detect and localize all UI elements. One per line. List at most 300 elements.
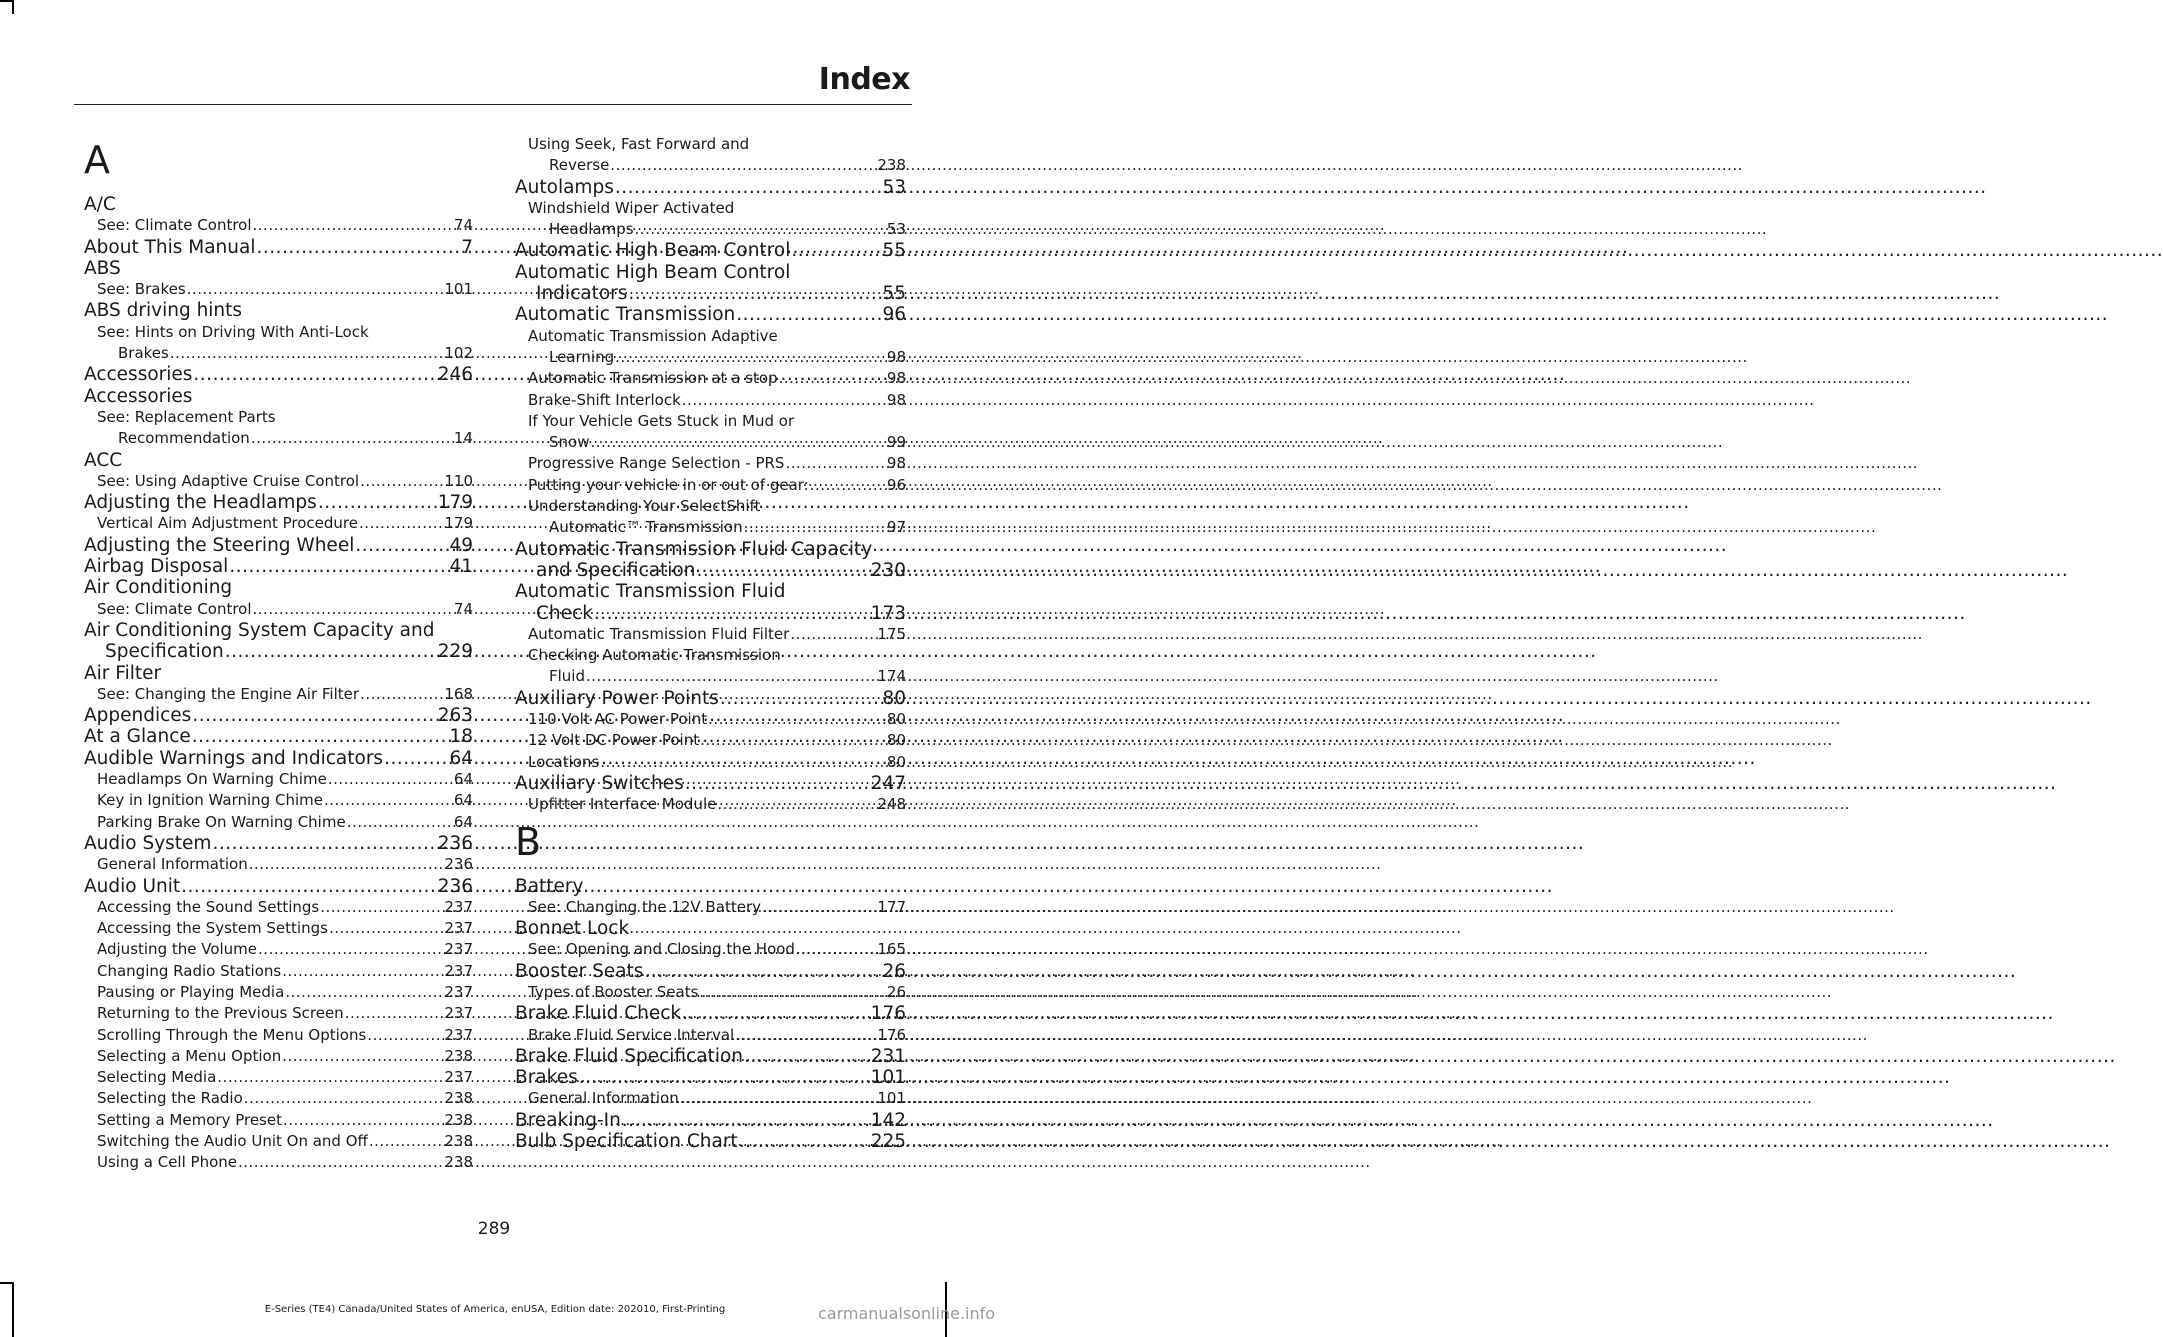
entry-label: Brake-Shift Interlock	[528, 390, 681, 409]
entry-page-number: 238	[444, 1110, 473, 1129]
entry-page-number: 41	[449, 556, 473, 578]
entry-label: Recommendation	[118, 429, 250, 448]
entry-page-number: 237	[444, 897, 473, 916]
index-subentry	[515, 624, 906, 645]
entry-page-number: 168	[444, 684, 473, 703]
dot-leader	[720, 688, 882, 709]
index-entry: Battery	[515, 875, 584, 897]
entry-label: Brakes	[515, 1067, 578, 1089]
entry-label: Pausing or Playing Media	[97, 982, 285, 1001]
dot-leader	[685, 773, 870, 794]
index-entry	[84, 705, 473, 726]
dot-leader	[600, 752, 886, 773]
index-column-left	[84, 134, 473, 1174]
dot-leader	[700, 730, 886, 751]
index-entry	[84, 492, 473, 513]
entry-page-number: 55	[882, 240, 906, 262]
index-entry: Automatic High Beam Control	[515, 261, 791, 283]
index-entry	[84, 748, 473, 769]
index-subentry	[84, 343, 473, 364]
index-subentry	[515, 939, 906, 960]
dot-leader	[251, 428, 453, 449]
entry-label: Brakes	[118, 344, 169, 363]
entry-page-number: 64	[449, 747, 473, 769]
index-subentry	[515, 390, 906, 411]
index-subentry	[515, 709, 906, 730]
dot-leader	[355, 535, 448, 556]
index-entry	[515, 688, 906, 709]
dot-leader	[785, 453, 885, 474]
entry-page-number: 237	[444, 1068, 473, 1087]
dot-leader	[170, 343, 444, 364]
index-subentry: Understanding Your SelectShift	[528, 497, 761, 516]
dot-leader	[586, 666, 876, 687]
dot-leader	[644, 961, 881, 982]
entry-page-number: 26	[882, 960, 906, 982]
entry-label: Types of Booster Seats	[528, 982, 699, 1001]
dot-leader	[682, 1003, 870, 1024]
entry-page-number: 53	[882, 176, 906, 198]
entry-label: Returning to the Previous Screen	[97, 1004, 344, 1023]
index-entry: Accessories	[84, 385, 193, 407]
entry-page-number: 175	[877, 624, 906, 643]
index-entry: Air Filter	[84, 662, 162, 684]
entry-page-number: 237	[444, 940, 473, 959]
entry-label: Putting your vehicle in or out of gear:	[528, 475, 809, 494]
entry-page-number: 49	[449, 534, 473, 556]
entry-page-number: 231	[870, 1045, 906, 1067]
index-subentry	[84, 1131, 473, 1152]
entry-page-number: 238	[444, 1132, 473, 1151]
entry-page-number: 18	[449, 726, 473, 748]
index-entry: ACC	[84, 449, 123, 471]
entry-label: Selecting Media	[97, 1068, 217, 1087]
entry-page-number: 102	[444, 344, 473, 363]
index-subentry	[84, 939, 473, 960]
index-subentry	[84, 1046, 473, 1067]
index-entry	[515, 304, 906, 325]
index-subentry	[84, 279, 473, 300]
index-subentry	[84, 513, 473, 534]
index-subentry	[84, 961, 473, 982]
dot-leader	[320, 897, 443, 918]
entry-label: Auxiliary Power Points	[515, 687, 719, 709]
dot-leader	[590, 432, 885, 453]
entry-label: Vertical Aim Adjustment Procedure	[97, 514, 358, 533]
entry-page-number: 237	[444, 1025, 473, 1044]
index-entry	[515, 560, 906, 581]
entry-label: Booster Seats	[515, 960, 644, 982]
index-entry	[84, 364, 473, 385]
dot-leader	[347, 812, 453, 833]
index-subentry	[84, 982, 473, 1003]
dot-leader	[735, 1025, 876, 1046]
entry-label: General Information	[528, 1089, 679, 1108]
index-column-right	[515, 134, 906, 1152]
dot-leader	[244, 1088, 444, 1109]
index-subentry: Checking Automatic Transmission	[528, 646, 781, 665]
index-entry: Air Conditioning	[84, 577, 233, 599]
entry-label: Automatic Transmission Fluid Filter	[528, 624, 790, 643]
index-subentry	[84, 812, 473, 833]
index-section-letter: A	[84, 138, 110, 182]
entry-label: Headlamps On Warning Chime	[97, 770, 327, 789]
entry-label: and Specification	[536, 559, 696, 581]
entry-label: 110 Volt AC Power Point	[528, 710, 708, 729]
index-entry	[515, 283, 906, 304]
dot-leader	[359, 513, 443, 534]
entry-page-number: 246	[437, 364, 473, 386]
entry-page-number: 236	[437, 832, 473, 854]
dot-leader	[762, 897, 876, 918]
entry-label: Auxiliary Switches	[515, 772, 684, 794]
entry-page-number: 80	[882, 687, 906, 709]
dot-leader	[796, 939, 876, 960]
index-subentry	[84, 215, 473, 236]
index-entry: Air Conditioning System Capacity and	[84, 619, 435, 641]
entry-page-number: 236	[437, 875, 473, 897]
dot-leader	[736, 304, 881, 325]
dot-leader	[181, 876, 437, 897]
entry-label: Bulb Specification Chart	[515, 1131, 738, 1153]
index-subentry: Automatic Transmission Adaptive	[528, 326, 778, 345]
dot-leader	[779, 368, 886, 389]
index-entry: Automatic Transmission Fluid	[515, 581, 786, 603]
index-subentry	[515, 1025, 906, 1046]
dot-leader	[318, 492, 437, 513]
page-title: Index	[818, 62, 910, 97]
dot-leader	[193, 364, 436, 385]
index-subentry	[84, 1025, 473, 1046]
footer-text: E-Series (TE4) Canada/United States of America, enUSA, Edition date: 202010, First-Printing	[264, 1304, 726, 1315]
entry-page-number: 238	[444, 1089, 473, 1108]
entry-label: Adjusting the Volume	[97, 940, 258, 959]
index-subentry	[515, 453, 906, 474]
index-entry	[84, 833, 473, 854]
index-subentry	[515, 794, 906, 815]
dot-leader	[622, 1110, 870, 1131]
entry-page-number: 96	[882, 304, 906, 326]
entry-label: Reverse	[549, 156, 610, 175]
page-number: 289	[477, 1219, 511, 1239]
entry-label: Breaking-In	[515, 1109, 621, 1131]
dot-leader	[253, 599, 453, 620]
entry-page-number: 7	[461, 236, 473, 258]
index-subentry	[515, 752, 906, 773]
dot-leader	[360, 684, 443, 705]
entry-label: Brake Fluid Specification	[515, 1045, 743, 1067]
entry-label: Locations	[528, 752, 600, 771]
index-subentry: Using Seek, Fast Forward and	[528, 135, 750, 153]
index-entry	[515, 1003, 906, 1024]
entry-page-number: 53	[886, 220, 906, 239]
entry-page-number: 98	[886, 347, 906, 366]
entry-label: Adjusting the Headlamps	[84, 492, 317, 514]
dot-leader	[610, 155, 876, 176]
entry-page-number: 236	[444, 855, 473, 874]
dot-leader	[680, 1088, 877, 1109]
entry-page-number: 176	[870, 1003, 906, 1025]
entry-label: At a Glance	[84, 726, 191, 748]
entry-label: Selecting the Radio	[97, 1089, 243, 1108]
dot-leader	[739, 1131, 870, 1152]
index-subentry	[84, 1152, 473, 1173]
entry-label: Audible Warnings and Indicators	[84, 747, 384, 769]
dot-leader	[744, 1046, 870, 1067]
dot-leader	[253, 215, 453, 236]
index-entry	[515, 773, 906, 794]
entry-label: Brake Fluid Service Interval	[528, 1025, 735, 1044]
entry-page-number: 174	[877, 667, 906, 686]
entry-page-number: 248	[877, 795, 906, 814]
index-entry	[84, 726, 473, 747]
dot-leader	[187, 279, 444, 300]
entry-page-number: 237	[444, 919, 473, 938]
entry-page-number: 97	[886, 518, 906, 537]
index-subentry	[515, 517, 906, 538]
index-entry	[515, 1110, 906, 1131]
dot-leader	[579, 1067, 870, 1088]
index-subentry	[515, 897, 906, 918]
entry-label: Brake Fluid Check	[515, 1003, 682, 1025]
entry-label: Learning	[549, 347, 615, 366]
entry-page-number: 101	[877, 1089, 906, 1108]
entry-label: See: Using Adaptive Cruise Control	[97, 471, 360, 490]
entry-page-number: 14	[453, 429, 473, 448]
entry-label: Audio System	[84, 832, 212, 854]
dot-leader	[328, 769, 453, 790]
entry-page-number: 247	[870, 772, 906, 794]
dot-leader	[217, 1067, 443, 1088]
index-entry: ABS	[84, 257, 121, 279]
index-entry: Bonnet Lock	[515, 918, 630, 940]
crop-mark	[0, 0, 12, 2]
dot-leader	[225, 641, 437, 662]
entry-label: Autolamps	[515, 176, 614, 198]
entry-label: Accessing the System Settings	[97, 919, 328, 938]
dot-leader	[360, 471, 443, 492]
entry-page-number: 99	[886, 433, 906, 452]
entry-label: Headlamps	[549, 220, 634, 239]
entry-page-number: 98	[886, 390, 906, 409]
entry-page-number: 179	[437, 492, 473, 514]
index-subentry	[515, 475, 906, 496]
dot-leader	[229, 556, 448, 577]
entry-page-number: 237	[444, 1004, 473, 1023]
dot-leader	[615, 347, 886, 368]
index-subentry	[515, 1088, 906, 1109]
index-entry	[84, 556, 473, 577]
entry-label: Changing Radio Stations	[97, 961, 282, 980]
entry-label: See: Climate Control	[97, 216, 252, 235]
index-entry	[515, 177, 906, 198]
entry-label: Check	[536, 602, 593, 624]
entry-page-number: 229	[437, 641, 473, 663]
entry-label: Automatic Transmission at a stop	[528, 369, 778, 388]
entry-label: Accessing the Sound Settings	[97, 897, 320, 916]
watermark: carmanualsonline.info	[818, 1304, 996, 1323]
dot-leader	[615, 177, 882, 198]
index-subentry	[515, 219, 906, 240]
index-entry: Automatic Transmission Fluid Capacity	[515, 538, 873, 560]
index-subentry: See: Replacement Parts	[97, 407, 276, 426]
entry-page-number: 101	[870, 1067, 906, 1089]
dot-leader	[257, 237, 461, 258]
entry-label: General Information	[97, 855, 248, 874]
dot-leader	[628, 283, 881, 304]
entry-label: Fluid	[549, 667, 585, 686]
entry-page-number: 98	[886, 454, 906, 473]
index-entry	[84, 535, 473, 556]
entry-label: Scrolling Through the Menu Options	[97, 1025, 367, 1044]
entry-page-number: 101	[444, 280, 473, 299]
index-subentry	[84, 918, 473, 939]
entry-label: Parking Brake On Warning Chime	[97, 812, 346, 831]
entry-label: Indicators	[536, 283, 628, 305]
dot-leader	[810, 475, 886, 496]
crop-mark	[12, 0, 14, 14]
entry-page-number: 237	[444, 961, 473, 980]
dot-leader	[283, 1110, 443, 1131]
index-subentry	[84, 1088, 473, 1109]
index-subentry	[84, 684, 473, 705]
entry-page-number: 238	[444, 1046, 473, 1065]
index-entry: A/C	[84, 194, 116, 215]
index-subentry	[515, 666, 906, 687]
dot-leader	[329, 918, 443, 939]
index-subentry	[515, 368, 906, 389]
index-entry	[515, 1046, 906, 1067]
index-subentry: See: Hints on Driving With Anti-Lock	[97, 322, 369, 341]
dot-leader	[282, 961, 443, 982]
entry-page-number: 80	[886, 731, 906, 750]
entry-label: Specification	[105, 641, 224, 663]
index-subentry	[84, 897, 473, 918]
index-subentry	[515, 432, 906, 453]
entry-page-number: 55	[882, 283, 906, 305]
entry-label: Appendices	[84, 705, 192, 727]
dot-leader	[791, 240, 881, 261]
dot-leader	[744, 517, 886, 538]
dot-leader	[708, 709, 886, 730]
entry-page-number: 80	[886, 752, 906, 771]
entry-label: Automatic™ Transmission	[549, 518, 743, 537]
index-entry: ABS driving hints	[84, 300, 243, 322]
dot-leader	[696, 560, 869, 581]
index-subentry	[84, 428, 473, 449]
index-entry	[84, 876, 473, 897]
index-subentry	[515, 730, 906, 751]
dot-leader	[324, 790, 453, 811]
entry-page-number: 80	[886, 710, 906, 729]
entry-page-number: 64	[453, 770, 473, 789]
entry-page-number: 237	[444, 982, 473, 1001]
entry-label: Switching the Audio Unit On and Off	[97, 1132, 368, 1151]
entry-label: Selecting a Menu Option	[97, 1046, 282, 1065]
entry-page-number: 96	[886, 475, 906, 494]
dot-leader	[682, 390, 886, 411]
index-entry	[515, 1131, 906, 1152]
index-subentry	[84, 1003, 473, 1024]
entry-label: Upfitter Interface Module	[528, 795, 717, 814]
dot-leader	[238, 1152, 443, 1173]
entry-page-number: 26	[886, 982, 906, 1001]
index-subentry	[84, 769, 473, 790]
dot-leader	[790, 624, 876, 645]
entry-page-number: 176	[877, 1025, 906, 1044]
entry-page-number: 230	[870, 559, 906, 581]
entry-page-number: 225	[870, 1131, 906, 1153]
index-subentry	[515, 347, 906, 368]
entry-page-number: 177	[877, 897, 906, 916]
entry-label: Accessories	[84, 364, 193, 386]
index-subentry: Windshield Wiper Activated	[528, 198, 735, 217]
entry-page-number: 263	[437, 705, 473, 727]
dot-leader	[282, 1046, 443, 1067]
index-subentry	[84, 599, 473, 620]
entry-page-number: 238	[444, 1153, 473, 1172]
entry-page-number: 179	[444, 514, 473, 533]
dot-leader	[635, 219, 886, 240]
entry-label: Automatic Transmission	[515, 304, 736, 326]
index-subentry	[84, 854, 473, 875]
entry-page-number: 74	[453, 599, 473, 618]
index-entry	[515, 240, 906, 261]
entry-label: Automatic High Beam Control	[515, 240, 791, 262]
entry-label: Airbag Disposal	[84, 556, 229, 578]
entry-page-number: 74	[453, 216, 473, 235]
dot-leader	[285, 982, 443, 1003]
dot-leader	[369, 1131, 444, 1152]
index-subentry	[515, 155, 906, 176]
entry-label: See: Changing the 12V Battery	[528, 897, 761, 916]
index-entry	[84, 237, 473, 258]
dot-leader	[192, 705, 436, 726]
entry-label: Setting a Memory Preset	[97, 1110, 282, 1129]
index-subentry	[84, 1067, 473, 1088]
index-entry	[515, 961, 906, 982]
entry-label: See: Opening and Closing the Hood	[528, 940, 795, 959]
dot-leader	[345, 1003, 444, 1024]
entry-label: Using a Cell Phone	[97, 1153, 237, 1172]
entry-page-number: 98	[886, 369, 906, 388]
index-entry	[84, 641, 473, 662]
entry-page-number: 238	[877, 156, 906, 175]
index-subentry	[515, 982, 906, 1003]
index-section-letter: B	[515, 819, 542, 864]
index-subentry	[84, 471, 473, 492]
header-rule	[74, 104, 912, 105]
entry-page-number: 142	[870, 1109, 906, 1131]
entry-label: Key in Ignition Warning Chime	[97, 791, 323, 810]
dot-leader	[699, 982, 886, 1003]
index-entry	[515, 1067, 906, 1088]
entry-label: Snow	[549, 433, 590, 452]
entry-page-number: 173	[870, 602, 906, 624]
entry-label: Adjusting the Steering Wheel	[84, 534, 355, 556]
entry-label: About This Manual	[84, 236, 256, 258]
dot-leader	[192, 726, 449, 747]
dot-leader	[717, 794, 876, 815]
entry-label: See: Climate Control	[97, 599, 252, 618]
index-subentry	[84, 790, 473, 811]
entry-label: See: Changing the Engine Air Filter	[97, 684, 360, 703]
entry-label: 12 Volt DC Power Point	[528, 731, 700, 750]
entry-page-number: 110	[444, 471, 473, 490]
dot-leader	[384, 748, 448, 769]
entry-label: See: Brakes	[97, 280, 186, 299]
index-entry	[515, 603, 906, 624]
